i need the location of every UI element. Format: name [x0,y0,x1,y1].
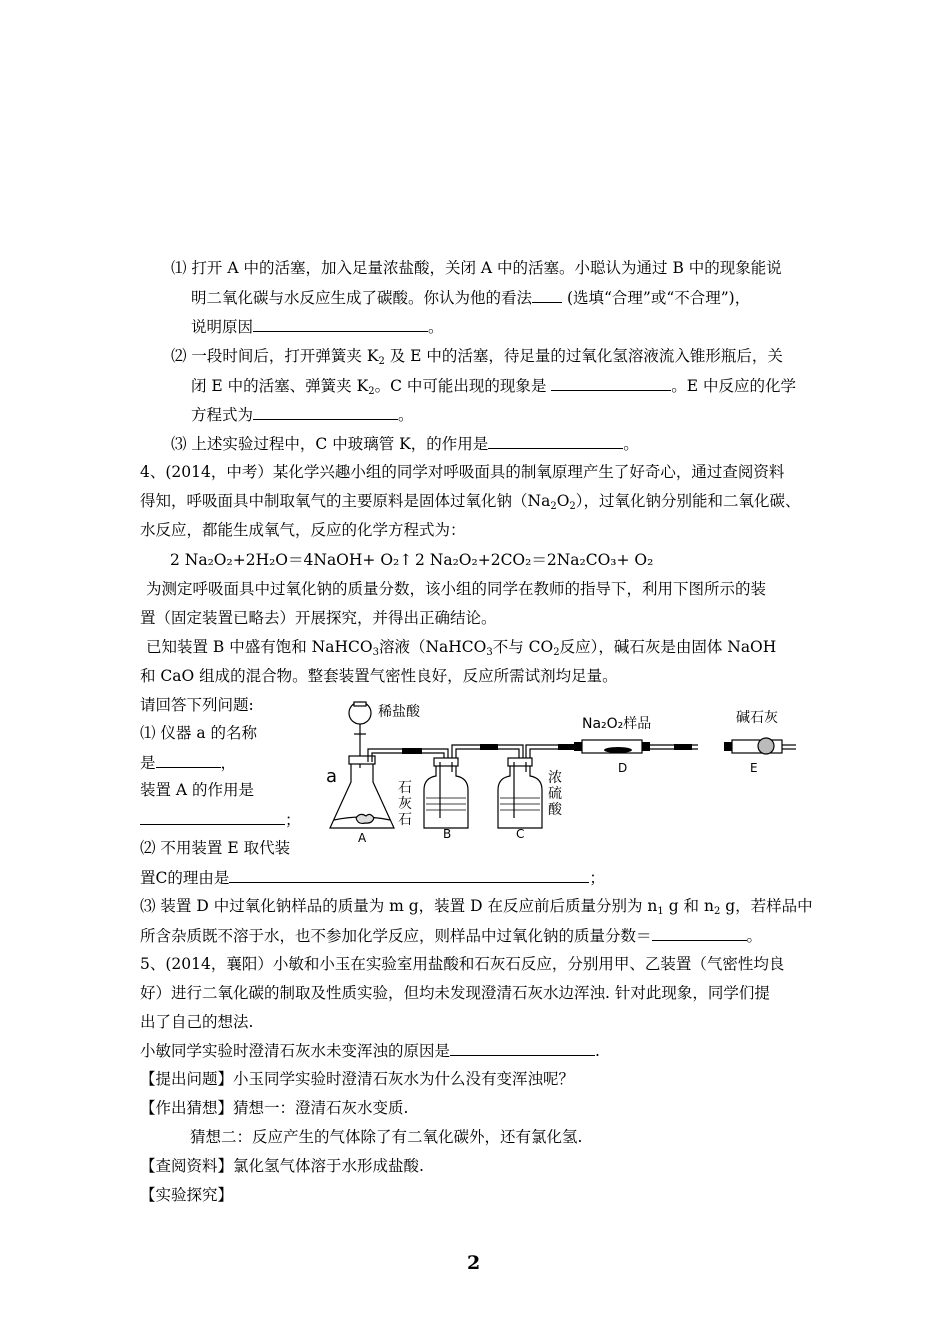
bottle-c [498,764,542,828]
sample-powder [604,747,632,753]
q4-equation-2: 2 Na₂O₂+2CO₂＝2Na₂CO₃+ O₂ [415,551,654,569]
q5-line7: 猜想二：反应产生的气体除了有二氧化碳外，还有氯化氢. [190,1128,583,1146]
apparatus-diagram [318,700,810,850]
answer-blank[interactable] [229,867,589,883]
label-stone-3: 石 [398,812,412,828]
q3-p1-line2: 明二氧化碳与水反应生成了碳酸。你认为他的看法 (选填“合理”或“不合理”)， [191,289,751,307]
label-A: A [358,831,367,845]
q5-line4: 小敏同学实验时澄清石灰水未变浑浊的原因是 . [140,1042,600,1060]
label-h2so4-1: 浓 [548,770,562,786]
answer-blank[interactable] [253,404,398,420]
q3-p1-line3: 说明原因 。 [191,318,444,336]
q4-sub3-line2: 所含杂质既不溶于水，也不参加化学反应，则样品中过氧化钠的质量分数＝ 。 [140,927,763,945]
q4-sub2-line2: 置C的理由是 ； [140,869,605,887]
q4-line2: 得知，呼吸面具中制取氧气的主要原料是固体过氧化钠$(Na_2O_2)$，过氧化钠分别能和二氧化碳、 [140,492,801,512]
q3-p2-line2: 闭 E 中的活塞、弹簧夹 $K_2$。C 中可能出现的现象是 。E 中反应的化学 [191,377,797,397]
label-sample: Na₂O₂样品 [582,716,652,732]
label-acid: 稀盐酸 [378,704,420,720]
q4-sub1-line4: ； [140,809,301,830]
answer-blank[interactable] [253,316,428,332]
label-D: D [618,761,628,775]
q4-equation-1: 2 Na₂O₂+2H₂O＝4NaOH+ O₂↑ [170,551,413,569]
label-h2so4-2: 硫 [548,786,562,802]
answer-blank[interactable] [488,433,623,449]
label-C: C [516,827,525,841]
label-soda-lime: 碱石灰 [736,710,778,726]
q4-line1: 4、(2014，中考）某化学兴趣小组的同学对呼吸面具的制氧原理产生了好奇心，通过查阅资料 [140,463,785,481]
q4-line7: 已知装置 B 中盛有饱和 NaHCO$_3$溶液（NaHCO$_3$不与 $CO_2$反应），碱石灰是由固体 NaOH [146,638,777,658]
page-number: 2 [467,1252,481,1274]
answer-blank[interactable] [156,752,221,768]
answer-blank[interactable] [140,809,285,825]
q4-line3: 水反应，都能生成氧气，反应的化学方程式为： [140,521,466,539]
q4-sub2-line1: ⑵ 不用装置 E 取代装 [140,839,291,857]
answer-blank[interactable] [532,287,562,303]
label-B: B [443,827,452,841]
label-a: a [326,766,338,787]
q4-line5: 为测定呼吸面具中过氧化钠的质量分数，该小组的同学在教师的指导下，利用下图所示的装 [146,580,767,598]
q5-line2: 好）进行二氧化碳的制取及性质实验，但均未发现澄清石灰水边浑浊. 针对此现象，同学们提 [140,984,770,1002]
answer-blank[interactable] [450,1040,595,1056]
label-stone-2: 灰 [398,796,412,812]
q5-line6: 【作出猜想】猜想一：澄清石灰水变质. [140,1099,409,1117]
q5-line8: 【查阅资料】氯化氢气体溶于水形成盐酸. [140,1157,424,1175]
label-E: E [750,761,758,775]
q3-p2-line1: ⑵ 一段时间后，打开弹簧夹 $K_2$ 及 E 中的活塞，待足量的过氧化氢溶液流入锥形瓶后，关 [171,347,783,367]
q3-p3-line: ⑶ 上述实验过程中，C 中玻璃管 K，的作用是 。 [171,435,639,453]
q4-sub3-line1: ⑶ 装置 D 中过氧化钠样品的质量为 m g，装置 D 在反应前后质量分别为 $n_1$ g 和 $n_2$ g，若样品中 [140,897,813,917]
q4-ask: 请回答下列问题: [140,696,254,714]
q5-line1: 5、(2014，襄阳）小敏和小玉在实验室用盐酸和石灰石反应，分别用甲、乙装置（气密性均良 [140,955,785,973]
label-h2so4-3: 酸 [548,802,562,818]
q4-sub1-line2: 是 ， [140,754,237,772]
q5-line5: 【提出问题】小玉同学实验时澄清石灰水为什么没有变浑浊呢？ [140,1070,575,1088]
answer-blank[interactable] [652,925,747,941]
bottle-b [424,764,468,828]
q4-line8: 和 CaO 组成的混合物。整套装置气密性良好，反应所需试剂均足量。 [140,667,618,685]
q5-line3: 出了自己的想法. [140,1013,254,1031]
answer-blank[interactable] [551,375,671,391]
q4-line6: 置（固定装置已略去）开展探究，并得出正确结论。 [140,609,497,627]
q3-p2-line3: 方程式为 。 [191,406,414,424]
q3-p1-line1: ⑴ 打开 A 中的活塞，加入足量浓盐酸，关闭 A 中的活塞。小聪认为通过 B 中的现象能说 [171,259,782,277]
q4-sub1-line3: 装置 A 的作用是 [140,781,255,799]
label-stone-1: 石 [398,780,412,796]
q4-sub1-line1: ⑴ 仪器 a 的名称 [140,724,258,742]
q5-line9: 【实验探究】 [140,1186,234,1204]
